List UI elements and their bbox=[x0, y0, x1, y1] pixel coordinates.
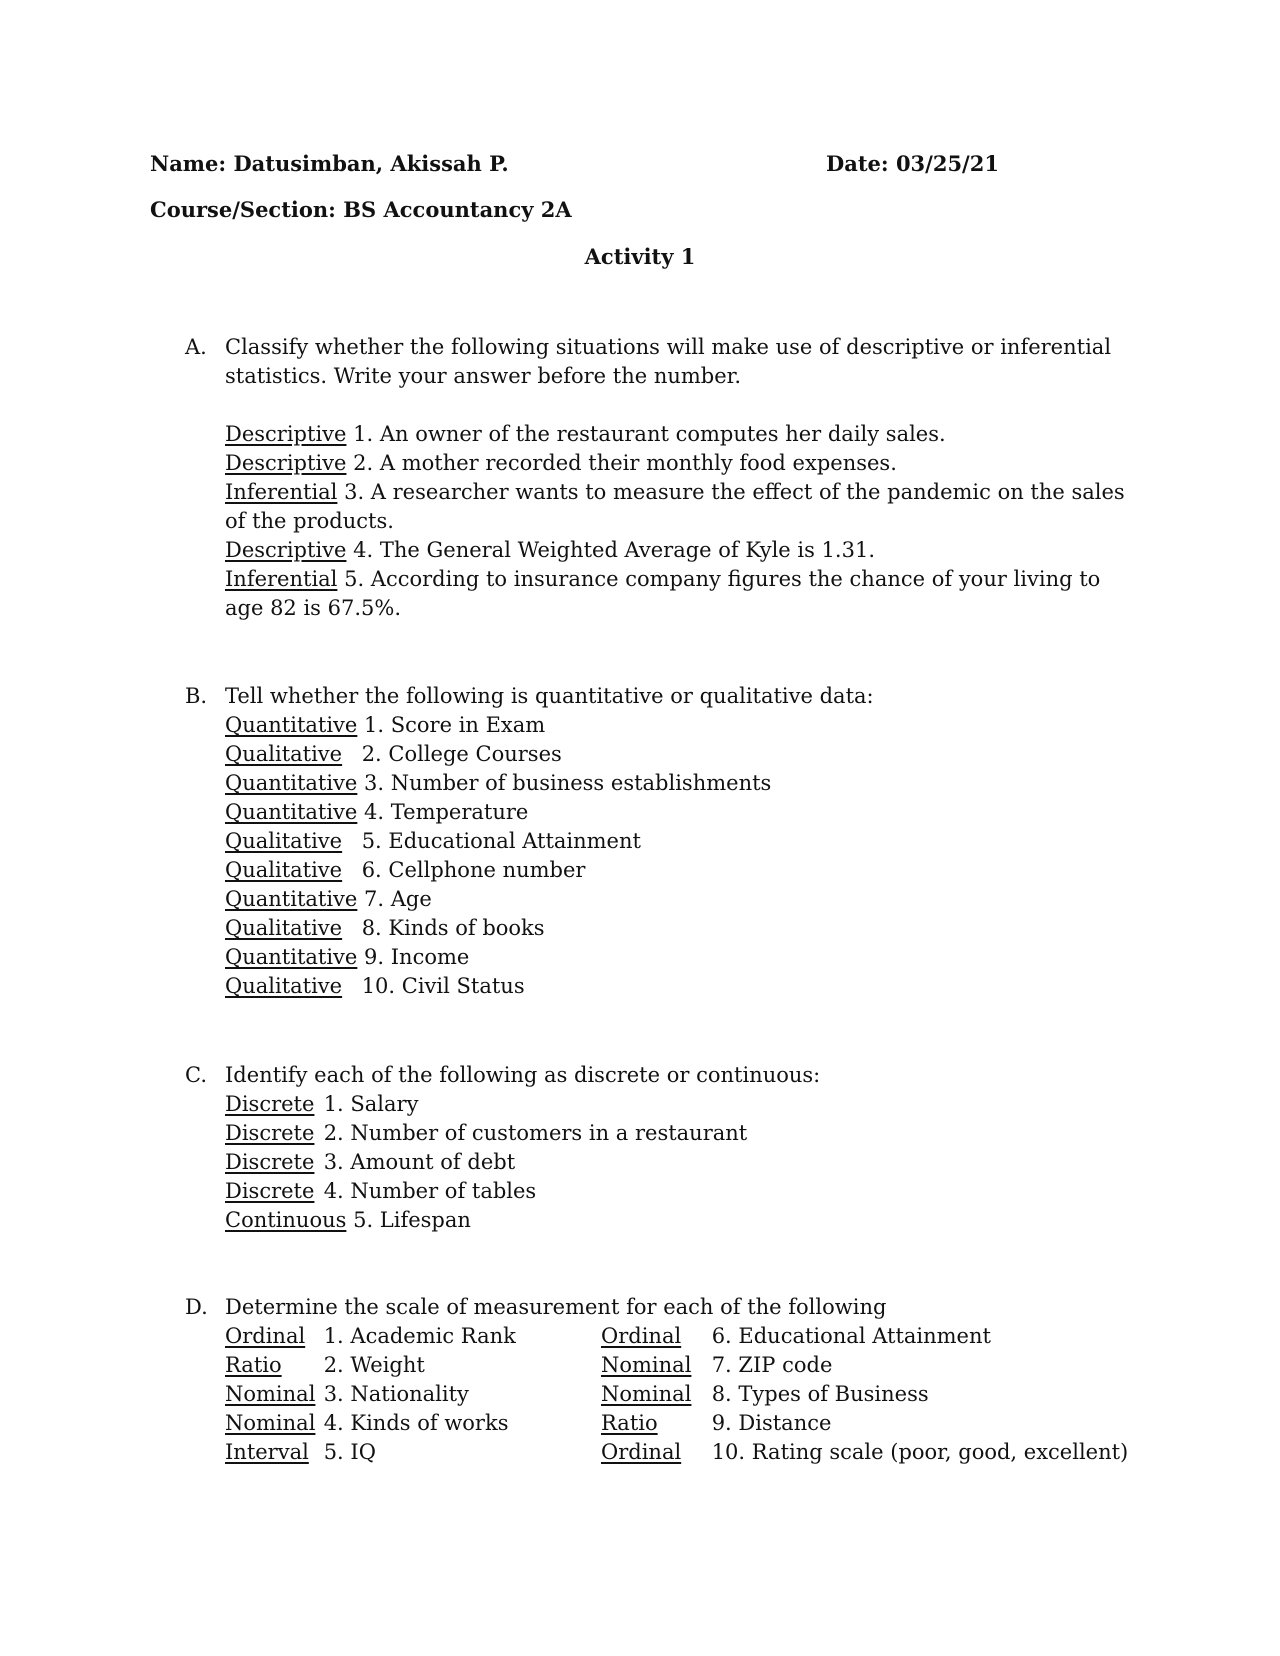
section-a bbox=[185, 333, 1145, 623]
answer: Ordinal bbox=[225, 1324, 306, 1348]
list-item bbox=[601, 1380, 1101, 1409]
list-item bbox=[225, 1206, 1145, 1235]
section-c-instruction: Identify each of the following as discrete or continuous: bbox=[225, 1063, 821, 1087]
question: 4. The General Weighted Average of Kyle is 1.31. bbox=[353, 538, 875, 562]
answer: Descriptive bbox=[225, 422, 347, 446]
section-a-instruction: Classify whether the following situations will make use of descriptive or inferential statistics. Write your answer before the number. bbox=[225, 335, 1112, 388]
question: 4. Number of tables bbox=[323, 1179, 537, 1203]
list-item bbox=[225, 1322, 601, 1351]
answer: Quantitative bbox=[225, 800, 358, 824]
answer: Ordinal bbox=[601, 1324, 682, 1348]
list-item bbox=[225, 1380, 601, 1409]
section-c bbox=[185, 1061, 1145, 1235]
section-d bbox=[185, 1293, 1145, 1467]
answer: Continuous bbox=[225, 1208, 347, 1232]
answer: Nominal bbox=[225, 1382, 316, 1406]
answer: Qualitative bbox=[225, 829, 343, 853]
list-item bbox=[225, 856, 1145, 885]
question: 3. A researcher wants to measure the effect of the pandemic on the sales of the products. bbox=[225, 480, 1125, 533]
answer: Quantitative bbox=[225, 887, 358, 911]
question: 2. A mother recorded their monthly food expenses. bbox=[353, 451, 897, 475]
list-item bbox=[225, 565, 1145, 623]
question: 1. Salary bbox=[323, 1092, 419, 1116]
list-item bbox=[225, 1409, 601, 1438]
answer: Quantitative bbox=[225, 945, 358, 969]
list-item bbox=[225, 798, 1145, 827]
list-item bbox=[225, 943, 1145, 972]
student-name: Name: Datusimban, Akissah P. bbox=[150, 151, 509, 176]
list-item bbox=[601, 1409, 1101, 1438]
list-item bbox=[225, 1177, 1145, 1206]
list-item bbox=[225, 711, 1145, 740]
section-b bbox=[185, 682, 1145, 1001]
question: 3. Amount of debt bbox=[323, 1150, 516, 1174]
question: 5. Educational Attainment bbox=[361, 829, 641, 853]
answer: Discrete bbox=[225, 1121, 315, 1145]
answer: Qualitative bbox=[225, 916, 343, 940]
answer: Descriptive bbox=[225, 538, 347, 562]
list-item bbox=[225, 1351, 601, 1380]
section-b-letter: B. bbox=[185, 684, 208, 708]
list-item bbox=[225, 420, 1145, 449]
answer: Quantitative bbox=[225, 713, 358, 737]
question: 10. Civil Status bbox=[361, 974, 525, 998]
answer: Nominal bbox=[225, 1411, 316, 1435]
list-item bbox=[601, 1351, 1101, 1380]
question: 2. College Courses bbox=[361, 742, 562, 766]
section-c-letter: C. bbox=[185, 1063, 207, 1087]
question: 8. Types of Business bbox=[711, 1382, 929, 1406]
question: 2. Weight bbox=[323, 1353, 425, 1377]
question: 9. Distance bbox=[711, 1411, 832, 1435]
question: 5. Lifespan bbox=[353, 1208, 471, 1232]
list-item bbox=[601, 1322, 1101, 1351]
activity-date: Date: 03/25/21 bbox=[826, 151, 999, 176]
section-d-letter: D. bbox=[185, 1295, 208, 1319]
section-d-right-column bbox=[601, 1322, 1129, 1467]
question: 7. ZIP code bbox=[711, 1353, 833, 1377]
list-item bbox=[225, 885, 1145, 914]
list-item bbox=[225, 478, 1145, 536]
course-section: Course/Section: BS Accountancy 2A bbox=[150, 197, 572, 222]
answer: Discrete bbox=[225, 1179, 315, 1203]
question: 5. According to insurance company figures the chance of your living to age 82 is 67.5%. bbox=[225, 567, 1101, 620]
answer: Qualitative bbox=[225, 974, 343, 998]
question: 6. Educational Attainment bbox=[711, 1324, 991, 1348]
list-item bbox=[225, 1438, 601, 1467]
answer: Nominal bbox=[601, 1382, 692, 1406]
section-d-instruction: Determine the scale of measurement for each of the following bbox=[225, 1295, 887, 1319]
list-item bbox=[225, 914, 1145, 943]
answer: Quantitative bbox=[225, 771, 358, 795]
answer: Ordinal bbox=[601, 1440, 682, 1464]
question: 5. IQ bbox=[323, 1440, 376, 1464]
question: 10. Rating scale (poor, good, excellent) bbox=[711, 1440, 1129, 1464]
question: 2. Number of customers in a restaurant bbox=[323, 1121, 748, 1145]
section-a-letter: A. bbox=[185, 335, 207, 359]
question: 9. Income bbox=[364, 945, 470, 969]
list-item bbox=[225, 1119, 1145, 1148]
question: 3. Nationality bbox=[323, 1382, 469, 1406]
question: 1. An owner of the restaurant computes her daily sales. bbox=[353, 422, 946, 446]
question: 3. Number of business establishments bbox=[364, 771, 772, 795]
list-item bbox=[225, 740, 1145, 769]
answer: Interval bbox=[225, 1440, 309, 1464]
question: 8. Kinds of books bbox=[361, 916, 545, 940]
list-item bbox=[225, 1090, 1145, 1119]
answer: Inferential bbox=[225, 480, 338, 504]
list-item bbox=[225, 972, 1145, 1001]
question: 1. Academic Rank bbox=[323, 1324, 516, 1348]
list-item bbox=[225, 449, 1145, 478]
list-item bbox=[225, 1148, 1145, 1177]
answer: Qualitative bbox=[225, 742, 343, 766]
answer: Discrete bbox=[225, 1150, 315, 1174]
answer: Descriptive bbox=[225, 451, 347, 475]
answer: Qualitative bbox=[225, 858, 343, 882]
list-item bbox=[225, 769, 1145, 798]
question: 4. Kinds of works bbox=[323, 1411, 509, 1435]
question: 1. Score in Exam bbox=[364, 713, 546, 737]
section-b-instruction: Tell whether the following is quantitative or qualitative data: bbox=[225, 684, 874, 708]
question: 4. Temperature bbox=[364, 800, 529, 824]
page-title: Activity 1 bbox=[584, 244, 696, 269]
answer: Nominal bbox=[601, 1353, 692, 1377]
question: 7. Age bbox=[364, 887, 432, 911]
answer: Ratio bbox=[601, 1411, 658, 1435]
answer: Ratio bbox=[225, 1353, 282, 1377]
section-d-left-column bbox=[225, 1322, 601, 1467]
list-item bbox=[601, 1438, 1129, 1467]
list-item bbox=[225, 536, 1145, 565]
question: 6. Cellphone number bbox=[361, 858, 586, 882]
answer: Inferential bbox=[225, 567, 338, 591]
list-item bbox=[225, 827, 1145, 856]
answer: Discrete bbox=[225, 1092, 315, 1116]
